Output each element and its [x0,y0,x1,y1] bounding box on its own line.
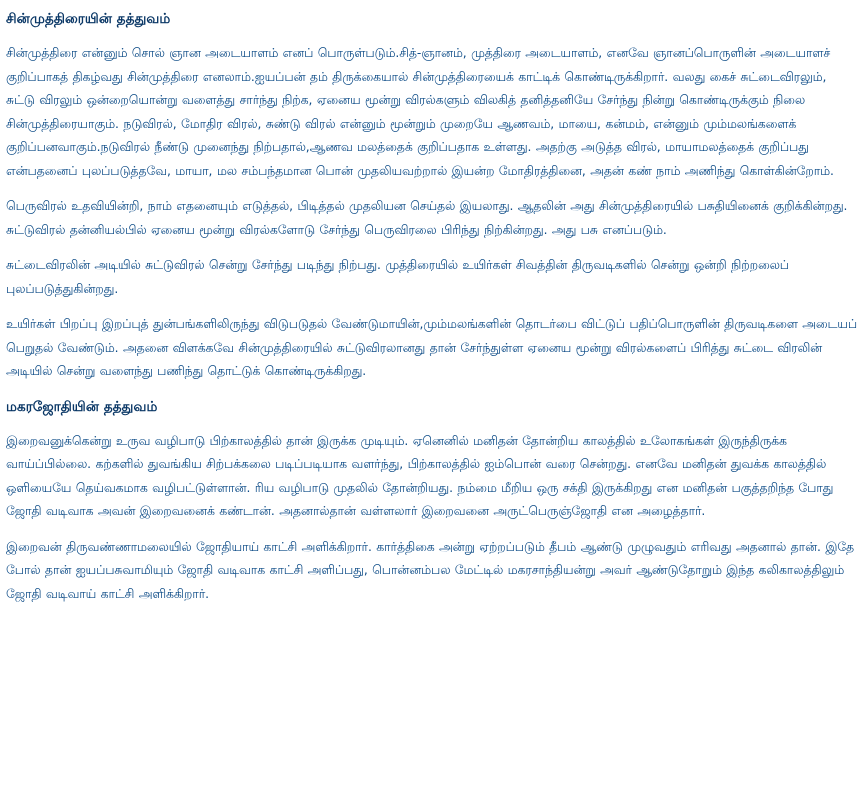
section-heading-chinmudra: சின்முத்திரையின் தத்துவம் [6,11,171,27]
section-makarajyothi [6,396,858,607]
paragraph: சுட்டைவிரலின் அடியில் சுட்டுவிரல் சென்று சேர்ந்து படிந்து நிற்பது. முத்திரையில் உயிர்கள் சிவத்தின் திருவடிகளில் சென்று ஒன்றி நிற்றலைப் புலப்படுத்துகின்றது. [6,258,789,296]
paragraph: சின்முத்திரை என்னும் சொல் ஞான அடையாளம் எனப் பொருள்படும்.சித்-ஞானம், முத்திரை அடையாளம், எனவே ஞானப்பொருளின் அடையாளச் குறிப்பாகத் திகழ்வது சின்முத்திரை எனலாம்.ஐயப்பன் தம் திருக்கையால் சின்முத்திரையைக் காட்டிக் கொண்டிருக்கிறார். வலது கைச் சுட்டைவிரலும், சுட்டு விரலும் ஒன்றையொன்று வளைத்து சார்ந்து நிற்க, ஏனைய மூன்று விரல்களும் விலகித் தனித்தனியே சேர்ந்து நின்று கொண்டிருக்கும் நிலை சின்முத்திரையாகும். நடுவிரல், மோதிர விரல், சுண்டு விரல் என்னும் மூன்றும் முறையே ஆணவம், மாயை, கன்மம், என்னும் மும்மலங்களைக் குறிப்பனவாகும்.நடுவிரல் நீண்டு முனைந்து நிற்பதால்,ஆணவ மலத்தைக் குறிப்பதாக உள்ளது. அதற்கு அடுத்த விரல், மாயாமலத்தைக் குறிப்பது என்பதனைப் புலப்படுத்தவே, மாயா, மல சம்பந்தமான பொன் முதலியவற்றால் இயன்ற மோதிரத்தினை, அதன் கண் நாம் அணிந்து கொள்கின்றோம். [6,46,834,178]
paragraph: உயிர்கள் பிறப்பு இறப்புத் துன்பங்களிலிருந்து விடுபடுதல் வேண்டுமாயின்,மும்மலங்களின் தொடர்பை விட்டுப் பதிப்பொருளின் திருவடிகளை அடையப் பெறுதல் வேண்டும். அதனை விளக்கவே சின்முத்திரையில் சுட்டுவிரலானது தான் சேர்ந்துள்ள ஏனைய மூன்று விரல்களைப் பிரித்து சுட்டை விரலின் அடியில் சென்று வளைந்து பணிந்து தொட்டுக் கொண்டிருக்கிறது. [6,317,857,378]
section-heading-makarajyothi: மகரஜோதியின் தத்துவம் [6,398,158,415]
section-chinmudra [6,8,858,384]
paragraph: இறைவனுக்கென்று உருவ வழிபாடு பிற்காலத்தில் தான் இருக்க முடியும். ஏனெனில் மனிதன் தோன்றிய காலத்தில் உலோகங்கள் இருந்திருக்க வாய்ப்பில்லை. கற்களில் துவங்கிய சிற்பக்கலை படிப்படியாக வளர்ந்து, பிற்காலத்தில் ஐம்பொன் வரை சென்றது. எனவே மனிதன் துவக்க காலத்தில் ஒளியையே தெய்வகமாக வழிபட்டுள்ளான். ரிய வழிபாடு முதலில் தோன்றியது. நம்மை மீறிய ஒரு சக்தி இருக்கிறது என மனிதன் பகுத்தறிந்த போது ஜோதி வடிவாக அவன் இறைவனைக் கண்டான். அதனால்தான் வள்ளலார் இறைவனை அருட்பெருஞ்ஜோதி என அழைத்தார். [6,433,834,518]
paragraph: இறைவன் திருவண்ணாமலையில் ஜோதியாய் காட்சி அளிக்கிறார். கார்த்திகை அன்று ஏற்றப்படும் தீபம் ஆண்டு முழுவதும் எரிவது அதனால் தான். இதே போல் தான் ஐயப்பசுவாமியும் ஜோதி வடிவாக காட்சி அளிப்பது, பொன்னம்பல மேட்டில் மகரசாந்தியன்று அவர் ஆண்டுதோறும் இந்த கலிகாலத்திலும் ஜோதி வடிவாய் காட்சி அளிக்கிறார். [6,539,855,601]
paragraph: பெருவிரல் உதவியின்றி, நாம் எதனையும் எடுத்தல், பிடித்தல் முதலியன செய்தல் இயலாது. ஆதலின் அது சின்முத்திரையில் பசுதியினைக் குறிக்கின்றது. சுட்டுவிரல் தன்னியல்பில் ஏனைய மூன்று விரல்களோடு சேர்ந்து பெருவிரலை பிரிந்து நிற்கின்றது. அது பசு எனப்படும். [6,199,848,237]
